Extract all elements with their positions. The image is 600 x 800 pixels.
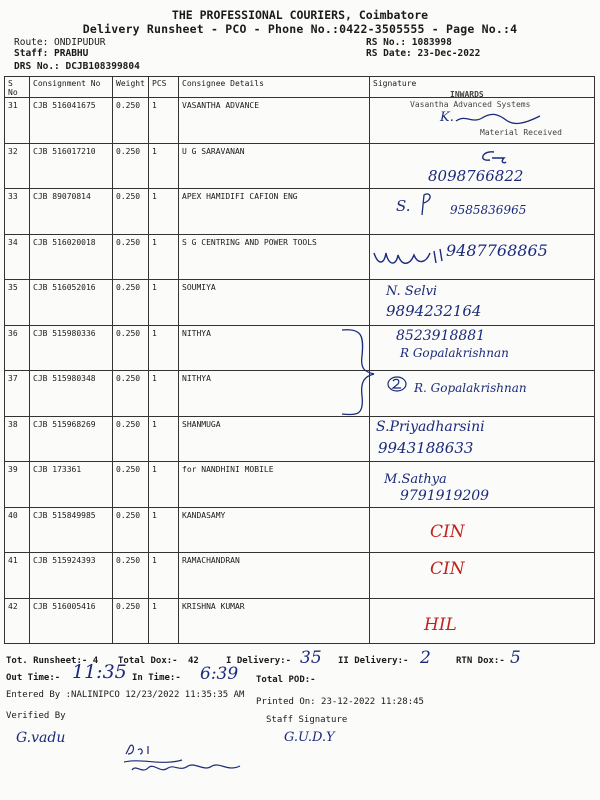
runsheet-title: Delivery Runsheet - PCO - Phone No.:0422-3505555 - Page No.:4 <box>82 22 518 36</box>
handwritten-phone: 9894232164 <box>386 302 482 320</box>
cell-signature <box>370 371 595 417</box>
table-row <box>5 280 595 326</box>
cell-weight: 0.250 <box>113 598 149 644</box>
table-row <box>5 416 595 462</box>
in-time-label: In Time:- <box>132 673 181 683</box>
cell-sno: 41 <box>5 553 30 599</box>
scribble-signature <box>454 112 544 126</box>
handwritten-name: M.Sathya <box>384 472 447 487</box>
cell-sno: 36 <box>5 325 30 371</box>
handwritten-phone: 9943188633 <box>378 438 474 457</box>
circled-two-mark <box>386 375 408 393</box>
handwritten-name: S.Priyadharsini <box>376 418 485 435</box>
cell-consignee: KRISHNA KUMAR <box>179 598 370 644</box>
staff-signature-mark: G.U.D.Y <box>284 730 335 745</box>
rtn-dox-label: RTN Dox:- <box>456 656 505 666</box>
cell-consignment: CJB 515980348 <box>30 371 113 417</box>
handwritten-signature: K. <box>440 110 454 125</box>
cell-pcs: 1 <box>149 325 179 371</box>
total-dox-value: 42 <box>188 656 199 666</box>
entered-by: Entered By :NALINIPCO 12/23/2022 11:35:35 AM <box>6 690 245 700</box>
runsheet-table <box>4 76 595 644</box>
col-header-pcs: PCS <box>149 77 179 98</box>
cell-consignee: SOUMIYA <box>179 280 370 326</box>
table-row <box>5 189 595 235</box>
verified-signature: G.vadu <box>16 730 66 746</box>
table-row <box>5 462 595 508</box>
cell-weight: 0.250 <box>113 234 149 280</box>
cell-consignee: for NANDHINI MOBILE <box>179 462 370 508</box>
cell-weight: 0.250 <box>113 416 149 462</box>
cell-consignee: NITHYA <box>179 371 370 417</box>
cell-weight: 0.250 <box>113 553 149 599</box>
table-header-row <box>5 77 595 98</box>
cell-consignment: CJB 516017210 <box>30 143 113 189</box>
cell-signature <box>370 90 595 144</box>
col-header-sno: S No <box>5 77 30 98</box>
rs-number: RS No.: 1083998 <box>366 37 452 48</box>
col-header-consignment: Consignment No <box>30 77 113 98</box>
scribble-signature <box>122 742 248 776</box>
table-row <box>5 553 595 599</box>
handwritten-phone: 9487768865 <box>446 240 548 260</box>
cell-weight: 0.250 <box>113 507 149 553</box>
cell-pcs: 1 <box>149 280 179 326</box>
cell-consignee: NITHYA <box>179 325 370 371</box>
printed-on: Printed On: 23-12-2022 11:28:45 <box>256 697 424 707</box>
cell-sno: 42 <box>5 598 30 644</box>
cell-consignee: U G SARAVANAN <box>179 143 370 189</box>
company-title: THE PROFESSIONAL COURIERS, Coimbatore <box>171 8 429 22</box>
handwritten-signature: S. <box>396 197 411 215</box>
i-delivery-label: I Delivery:- <box>226 656 292 666</box>
cell-signature <box>370 325 595 371</box>
cell-consignee: VASANTHA ADVANCE <box>179 98 370 144</box>
tot-runsheet: Tot. Runsheet:- 4 <box>6 656 99 666</box>
cell-signature <box>370 507 595 553</box>
cell-sno: 37 <box>5 371 30 417</box>
handwritten-phone: 9585836965 <box>450 203 527 217</box>
col-header-consignee: Consignee Details <box>179 77 370 98</box>
handwritten-name: N. Selvi <box>386 284 438 299</box>
cell-weight: 0.250 <box>113 371 149 417</box>
cell-consignee: KANDASAMY <box>179 507 370 553</box>
cell-weight: 0.250 <box>113 280 149 326</box>
cell-consignment: CJB 173361 <box>30 462 113 508</box>
cell-pcs: 1 <box>149 234 179 280</box>
cell-pcs: 1 <box>149 598 179 644</box>
handwritten-phone: 9791919209 <box>400 488 490 504</box>
cell-consignment: CJB 515968269 <box>30 416 113 462</box>
staff-signature-label: Staff Signature <box>266 715 348 725</box>
cell-sno: 34 <box>5 234 30 280</box>
out-time-value: 11:35 <box>72 661 127 683</box>
handwritten-name: R. Gopalakrishnan <box>414 381 527 395</box>
scribble-signature <box>370 243 450 271</box>
cell-sno: 38 <box>5 416 30 462</box>
cell-weight: 0.250 <box>113 462 149 508</box>
table-row <box>5 234 595 280</box>
cell-pcs: 1 <box>149 98 179 144</box>
cell-pcs: 1 <box>149 553 179 599</box>
total-pod-label: Total POD:- <box>256 675 316 685</box>
total-dox-label: Total Dox:- <box>118 656 178 666</box>
ii-delivery-value: 2 <box>420 648 431 668</box>
cell-sno: 40 <box>5 507 30 553</box>
cell-weight: 0.250 <box>113 325 149 371</box>
handwritten-status-red: CIN <box>430 559 465 579</box>
handwritten-phone: 8523918881 <box>396 327 486 344</box>
cell-weight: 0.250 <box>113 98 149 144</box>
stamp-company: Vasantha Advanced Systems <box>410 100 531 109</box>
cell-consignment: CJB 516020018 <box>30 234 113 280</box>
col-header-signature: Signature <box>370 77 595 98</box>
cell-pcs: 1 <box>149 507 179 553</box>
rs-date: RS Date: 23-Dec-2022 <box>366 48 481 59</box>
cell-sno: 32 <box>5 143 30 189</box>
cell-consignee: SHANMUGA <box>179 416 370 462</box>
cell-pcs: 1 <box>149 143 179 189</box>
drs-number: DRS No.: DCJB108399804 <box>14 61 140 72</box>
cell-sno: 35 <box>5 280 30 326</box>
table-row <box>5 507 595 553</box>
cell-signature <box>370 234 595 280</box>
col-header-weight: Weight <box>113 77 149 98</box>
cell-sno: 31 <box>5 98 30 144</box>
handwritten-status-red: HIL <box>424 614 457 635</box>
cell-consignee: RAMACHANDRAN <box>179 553 370 599</box>
handwritten-phone: 8098766822 <box>428 166 524 185</box>
handwritten-name: R Gopalakrishnan <box>400 345 509 360</box>
scribble-signature <box>474 148 508 166</box>
cell-sno: 33 <box>5 189 30 235</box>
cell-signature <box>370 462 595 508</box>
cell-consignment: CJB 516052016 <box>30 280 113 326</box>
ii-delivery-label: II Delivery:- <box>338 656 409 666</box>
cell-consignee: APEX HAMIDIFI CAFION ENG <box>179 189 370 235</box>
table-row <box>5 371 595 417</box>
cell-consignment: CJB 515924393 <box>30 553 113 599</box>
stamp-inwards: INWARDS <box>450 90 484 99</box>
cell-sno: 39 <box>5 462 30 508</box>
table-row <box>5 598 595 644</box>
cell-signature <box>370 189 595 235</box>
cell-signature <box>370 553 595 599</box>
route-label: Route: ONDIPUDUR <box>14 37 106 48</box>
cell-consignment: CJB 516005416 <box>30 598 113 644</box>
staff-label: Staff: PRABHU <box>14 48 89 59</box>
table-row <box>5 143 595 189</box>
cell-consignment: CJB 89070814 <box>30 189 113 235</box>
scribble-signature <box>416 191 438 217</box>
cell-signature <box>370 416 595 462</box>
cell-pcs: 1 <box>149 416 179 462</box>
cell-pcs: 1 <box>149 189 179 235</box>
stamp-material-received: Material Received <box>480 128 562 137</box>
cell-consignment: CJB 516041675 <box>30 98 113 144</box>
cell-weight: 0.250 <box>113 189 149 235</box>
cell-signature <box>370 280 595 326</box>
cell-consignee: S G CENTRING AND POWER TOOLS <box>179 234 370 280</box>
i-delivery-value: 35 <box>300 648 322 668</box>
cell-pcs: 1 <box>149 462 179 508</box>
cell-consignment: CJB 515980336 <box>30 325 113 371</box>
cell-signature <box>370 598 595 644</box>
verified-by-label: Verified By <box>6 711 66 721</box>
table-row <box>5 325 595 371</box>
cell-signature <box>370 143 595 189</box>
cell-pcs: 1 <box>149 371 179 417</box>
rtn-dox-value: 5 <box>510 648 521 668</box>
cell-consignment: CJB 515849985 <box>30 507 113 553</box>
table-row <box>5 98 595 144</box>
cell-weight: 0.250 <box>113 143 149 189</box>
handwritten-status-red: CIN <box>430 521 465 542</box>
in-time-value: 6:39 <box>200 664 239 684</box>
out-time-label: Out Time:- <box>6 673 61 683</box>
